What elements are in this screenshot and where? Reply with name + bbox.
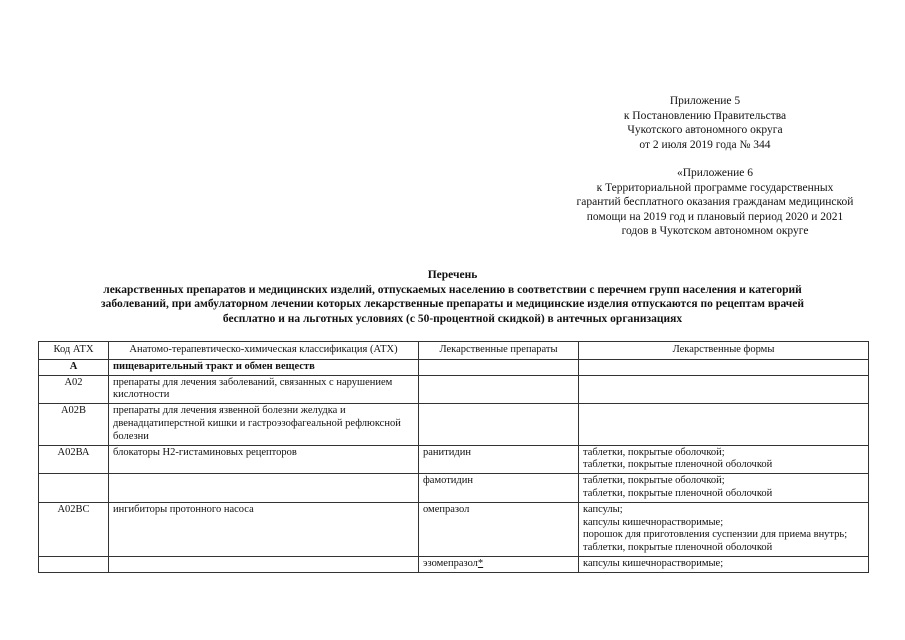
heading-line: заболеваний, при амбулаторном лечении которых лекарственные препараты и медицинские изделия отпускаются по рецептам врачей xyxy=(101,298,804,310)
dosage-form: капсулы кишечнорастворимые; xyxy=(583,557,724,569)
dosage-form: капсулы; xyxy=(583,503,623,515)
appendix-6-line: помощи на 2019 год и плановый период 2020 и 2021 xyxy=(586,210,844,223)
atc-code-cell: А02 xyxy=(39,375,109,404)
dosage-form: таблетки, покрытые оболочкой; xyxy=(583,475,725,487)
table-row xyxy=(39,556,869,572)
atc-code-cell xyxy=(39,556,109,572)
forms-cell xyxy=(579,502,869,556)
drug-name: омепразол xyxy=(423,503,470,515)
drug-cell xyxy=(419,404,579,445)
header-drugs: Лекарственные препараты xyxy=(419,342,579,360)
dosage-form: капсулы кишечнорастворимые; xyxy=(583,516,724,528)
heading-title: Перечень xyxy=(427,269,478,281)
drug-cell xyxy=(419,502,579,556)
drug-cell xyxy=(419,359,579,375)
drug-cell xyxy=(419,556,579,572)
classification-cell xyxy=(109,556,419,572)
forms-cell xyxy=(579,359,869,375)
classification-cell: препараты для лечения язвенной болезни желудка и двенадцатиперстной кишки и гастроэзофагеальной рефлюксной болезни xyxy=(109,404,419,445)
appendix-6-line: к Территориальной программе государственных xyxy=(596,181,834,194)
dosage-form: порошок для приготовления суспензии для приема внутрь; xyxy=(583,529,848,541)
appendix-6-block xyxy=(530,166,900,239)
dosage-form: таблетки, покрытые пленочной оболочкой xyxy=(583,542,773,554)
appendix-5-line: от 2 июля 2019 года № 344 xyxy=(639,138,771,151)
header-classification: Анатомо-терапевтическо-химическая классификация (АТХ) xyxy=(109,342,419,360)
drug-cell xyxy=(419,474,579,503)
table-row xyxy=(39,359,869,375)
forms-cell xyxy=(579,404,869,445)
atc-code-cell: А xyxy=(39,359,109,375)
appendix-5-line: Приложение 5 xyxy=(669,95,741,107)
dosage-form: таблетки, покрытые пленочной оболочкой xyxy=(583,487,773,499)
appendix-6-line: «Приложение 6 xyxy=(676,167,754,179)
heading-line: бесплатно и на льготных условиях (с 50-процентной скидкой) в антечных организациях xyxy=(222,312,683,325)
atc-code-cell xyxy=(39,474,109,503)
dosage-form: таблетки, покрытые пленочной оболочкой xyxy=(583,459,773,471)
table-row xyxy=(39,474,869,503)
classification-cell: блокаторы Н2-гистаминовых рецепторов xyxy=(109,445,419,474)
dosage-form: таблетки, покрытые оболочкой; xyxy=(583,446,725,458)
table-body xyxy=(39,359,869,572)
drug-name: ранитидин xyxy=(423,446,471,458)
drug-name: фамотидин xyxy=(423,475,474,487)
heading-line: лекарственных препаратов и медицинских изделий, отпускаемых населению в соответствии с перечнем групп населения и категорий xyxy=(103,283,802,296)
document-heading xyxy=(20,268,885,326)
drug-name: эзомепразол xyxy=(423,557,478,569)
classification-cell xyxy=(109,474,419,503)
table-row xyxy=(39,445,869,474)
table-row xyxy=(39,502,869,556)
classification-cell: препараты для лечения заболеваний, связанных с нарушением кислотности xyxy=(109,375,419,404)
appendix-5-line: к Постановлению Правительства xyxy=(623,109,787,122)
footnote-marker[interactable]: * xyxy=(477,557,484,569)
table-row xyxy=(39,375,869,404)
classification-cell: пищеварительный тракт и обмен веществ xyxy=(109,359,419,375)
header-code: Код АТХ xyxy=(39,342,109,360)
drug-cell xyxy=(419,375,579,404)
header-forms: Лекарственные формы xyxy=(579,342,869,360)
table-header-row xyxy=(39,342,869,360)
forms-cell xyxy=(579,375,869,404)
appendix-5-block xyxy=(560,94,850,152)
forms-cell xyxy=(579,445,869,474)
atc-code-cell: А02В xyxy=(39,404,109,445)
atc-code-cell: А02ВС xyxy=(39,502,109,556)
drug-cell xyxy=(419,445,579,474)
forms-cell xyxy=(579,556,869,572)
forms-cell xyxy=(579,474,869,503)
appendix-6-line: гарантий бесплатного оказания гражданам медицинской xyxy=(576,196,854,208)
classification-cell: ингибиторы протонного насоса xyxy=(109,502,419,556)
appendix-6-line: годов в Чукотском автономном округе xyxy=(621,225,809,237)
drug-list-table xyxy=(38,341,869,573)
appendix-5-line: Чукотского автономного округа xyxy=(627,124,783,136)
table-row xyxy=(39,404,869,445)
atc-code-cell: А02ВА xyxy=(39,445,109,474)
